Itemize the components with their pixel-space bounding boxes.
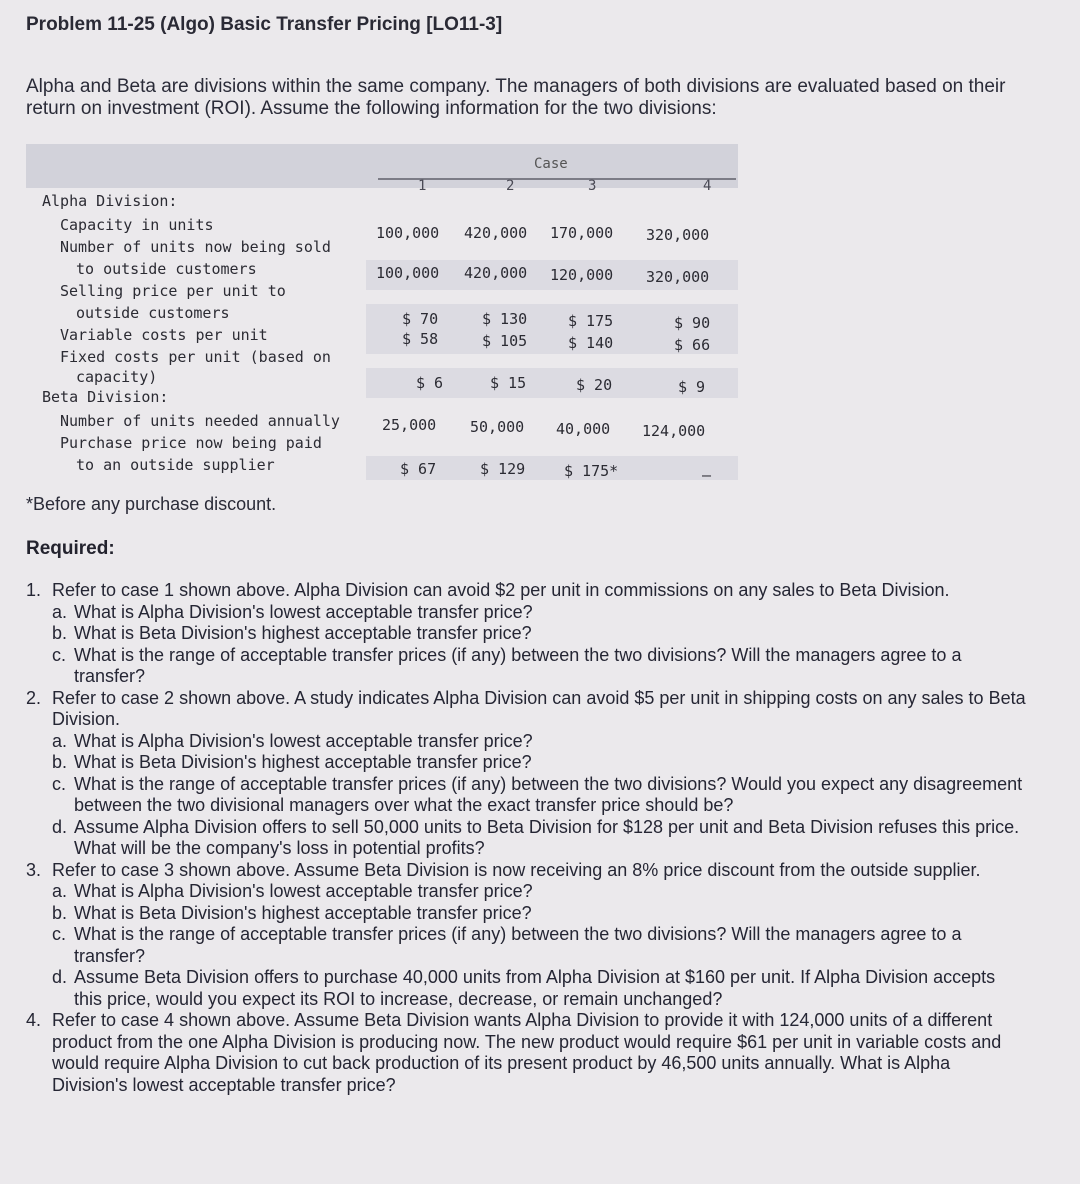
data-table	[26, 144, 738, 484]
question-2c	[26, 774, 1026, 817]
sub-label: c.	[52, 773, 67, 794]
units-sold-c4: 320,000	[646, 268, 710, 286]
needed-c2: 50,000	[470, 418, 525, 436]
question-2	[26, 688, 1026, 731]
sub-label: b.	[52, 623, 68, 643]
fixed-c2: $ 15	[490, 374, 527, 392]
sub-text: Assume Alpha Division offers to sell 50,000 units to Beta Division for $128 per unit and Beta Division refuses this price. What will be the company's loss in potential profits?	[74, 816, 1020, 858]
question-1b	[26, 623, 1026, 645]
purchase-c1: $ 67	[400, 460, 437, 478]
question-4	[26, 1010, 1026, 1096]
question-3d	[26, 967, 1026, 1010]
purchase-label-2: to an outside supplier	[76, 456, 275, 474]
sub-text: What is Beta Division's highest acceptable transfer price?	[74, 902, 532, 923]
price-label-2: outside customers	[76, 304, 230, 322]
footnote: *Before any purchase discount.	[26, 494, 277, 514]
question-2b	[26, 752, 1026, 774]
sub-text: What is the range of acceptable transfer prices (if any) between the two divisions? Will the managers agree to a transfer?	[74, 924, 962, 966]
purchase-c2: $ 129	[480, 460, 526, 478]
needed-c3: 40,000	[556, 420, 611, 438]
units-sold-label: Number of units now being sold	[60, 238, 331, 256]
sub-text: What is Alpha Division's lowest acceptable transfer price?	[74, 881, 533, 901]
sub-text: What is the range of acceptable transfer prices (if any) between the two divisions? Would you expect any disagreement between the two divisional managers over what the exact transfer price should be?	[74, 773, 1023, 815]
question-3b	[26, 903, 1026, 925]
variable-c1: $ 58	[402, 330, 439, 348]
sub-label: c.	[52, 924, 67, 944]
capacity-c2: 420,000	[464, 224, 528, 242]
alpha-heading: Alpha Division:	[42, 192, 178, 210]
question-number: 1.	[26, 580, 42, 600]
fixed-c4: $ 9	[678, 378, 706, 396]
variable-label: Variable costs per unit	[60, 326, 268, 344]
units-sold-c2: 420,000	[464, 264, 528, 282]
case-header: Case	[534, 156, 568, 172]
question-3c	[26, 924, 1026, 967]
question-text: Refer to case 2 shown above. A study indicates Alpha Division can avoid $5 per unit in shipping costs on any sales to Beta Division.	[52, 687, 1026, 729]
price-c1: $ 70	[402, 310, 439, 328]
capacity-label: Capacity in units	[60, 216, 214, 234]
sub-label: b.	[52, 752, 68, 772]
purchase-c3: $ 175*	[564, 462, 619, 480]
question-number: 3.	[26, 859, 42, 880]
fixed-c1: $ 6	[416, 374, 444, 392]
fixed-label: Fixed costs per unit (based on	[60, 348, 331, 366]
case-col-4: 4	[703, 178, 712, 194]
fixed-c3: $ 20	[576, 376, 613, 394]
question-number: 4.	[26, 1010, 42, 1030]
intro-paragraph: Alpha and Beta are divisions within the same company. The managers of both divisions are evaluated based on their return on investment (ROI). Assume the following information for the two divisions:	[26, 76, 1006, 119]
question-3	[26, 860, 1026, 882]
purchase-label: Purchase price now being paid	[60, 434, 322, 452]
sub-text: Assume Beta Division offers to purchase 40,000 units from Alpha Division at $160 per unit. If Alpha Division accepts this price, would you expect its ROI to increase, decrease, or remain unchanged?	[74, 967, 996, 1009]
question-2a	[26, 731, 1026, 753]
variable-c2: $ 105	[482, 332, 528, 350]
sub-text: What is Alpha Division's lowest acceptable transfer price?	[74, 601, 533, 622]
sub-label: c.	[52, 644, 67, 665]
questions-list	[26, 580, 1026, 1096]
units-sold-label-2: to outside customers	[76, 260, 257, 278]
capacity-c3: 170,000	[550, 224, 614, 242]
capacity-c4: 320,000	[646, 226, 710, 244]
case-col-1: 1	[418, 178, 427, 194]
case-col-2: 2	[506, 178, 515, 194]
question-1	[26, 580, 1026, 602]
units-sold-c3: 120,000	[550, 266, 614, 284]
required-heading: Required:	[26, 538, 115, 559]
needed-label: Number of units needed annually	[60, 412, 340, 430]
needed-c1: 25,000	[382, 416, 437, 434]
sub-label: a.	[52, 730, 68, 751]
question-1a	[26, 602, 1026, 624]
question-text: Refer to case 1 shown above. Alpha Division can avoid $2 per unit in commissions on any sales to Beta Division.	[52, 580, 950, 600]
question-text: Refer to case 4 shown above. Assume Beta Division wants Alpha Division to provide it with 124,000 units of a different product from the one Alpha Division is producing now. The new product would require $61 per unit in variable costs and would require Alpha Division to cut back production of its present product by 46,500 units annually. What is Alpha Division's lowest acceptable transfer price?	[52, 1010, 1002, 1095]
price-c3: $ 175	[568, 312, 614, 330]
sub-label: a.	[52, 881, 68, 901]
sub-label: b.	[52, 902, 68, 923]
sub-text: What is the range of acceptable transfer prices (if any) between the two divisions? Will the managers agree to a transfer?	[74, 644, 962, 686]
problem-title: Problem 11-25 (Algo) Basic Transfer Pricing [LO11-3]	[26, 14, 503, 35]
units-sold-c1: 100,000	[376, 264, 440, 282]
sub-label: a.	[52, 601, 68, 622]
sub-label: d.	[52, 967, 68, 987]
fixed-label-2: capacity)	[76, 368, 158, 386]
question-number: 2.	[26, 687, 42, 708]
capacity-c1: 100,000	[376, 224, 440, 242]
sub-text: What is Beta Division's highest acceptable transfer price?	[74, 752, 532, 772]
question-2d	[26, 817, 1026, 860]
sub-text: What is Beta Division's highest acceptable transfer price?	[74, 623, 532, 643]
sub-text: What is Alpha Division's lowest acceptable transfer price?	[74, 730, 533, 751]
needed-c4: 124,000	[642, 422, 706, 440]
question-1c	[26, 645, 1026, 688]
question-text: Refer to case 3 shown above. Assume Beta Division is now receiving an 8% price discount from the outside supplier.	[52, 859, 981, 880]
beta-heading: Beta Division:	[42, 388, 169, 406]
case-underline	[378, 178, 736, 180]
price-label: Selling price per unit to	[60, 282, 286, 300]
price-c4: $ 90	[674, 314, 711, 332]
sub-label: d.	[52, 816, 68, 837]
question-3a	[26, 881, 1026, 903]
price-c2: $ 130	[482, 310, 528, 328]
purchase-c4: –	[702, 466, 712, 484]
case-col-3: 3	[588, 178, 597, 194]
variable-c3: $ 140	[568, 334, 614, 352]
variable-c4: $ 66	[674, 336, 711, 354]
